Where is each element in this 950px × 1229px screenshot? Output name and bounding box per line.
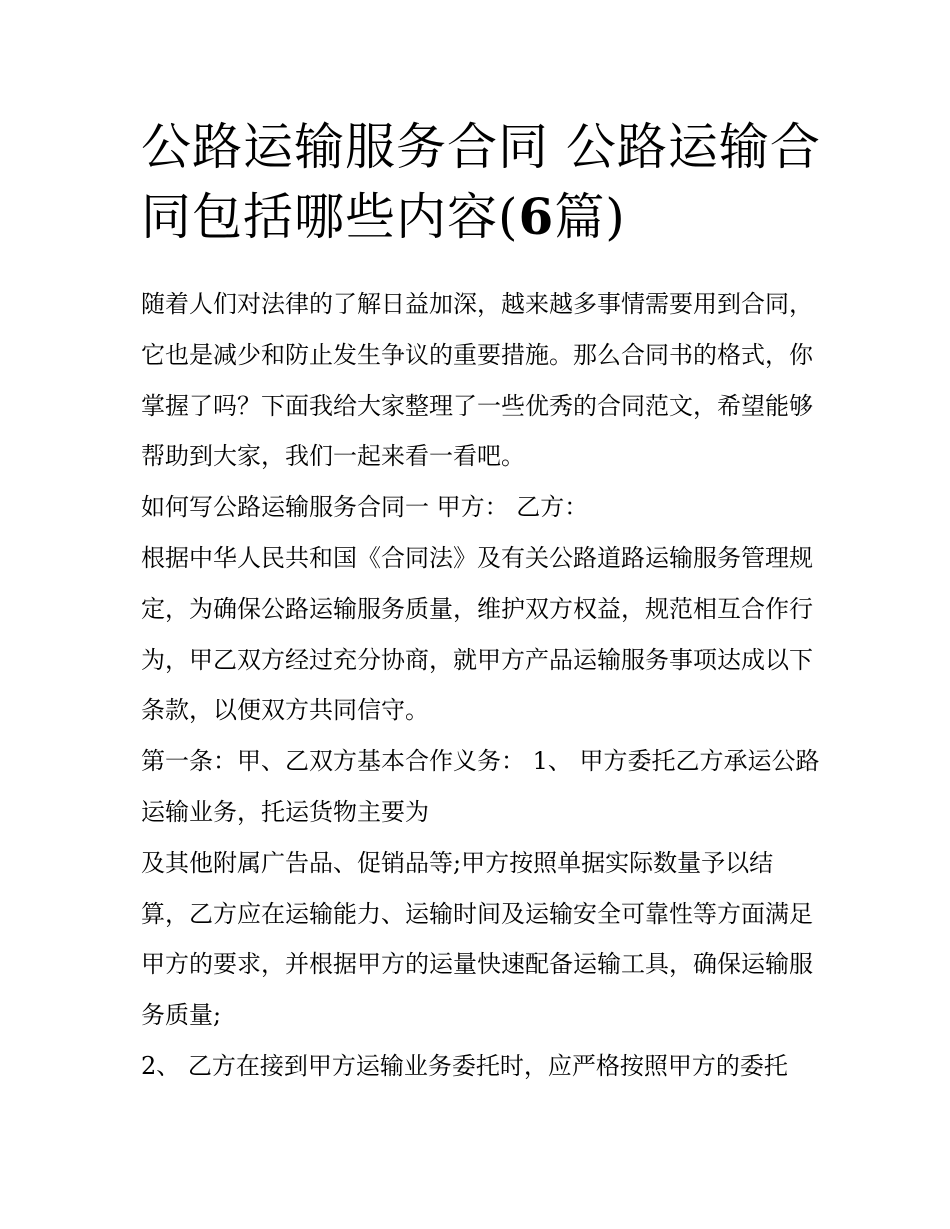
intro-paragraph: 随着人们对法律的了解日益加深，越来越多事情需要用到合同，它也是减少和防止发生争议的重要措施。那么合同书的格式，你掌握了吗？下面我给大家整理了一些优秀的合同范文，希望能够帮助到大家，我们一起来看一看吧。 bbox=[141, 290, 813, 471]
title-count: 6 bbox=[518, 187, 555, 246]
article-one-paragraph: 第一条：甲、乙双方基本合作义务： 1、 甲方委托乙方承运公路运输业务，托运货物主要为 bbox=[141, 747, 820, 826]
clause-two-paragraph: 2、 乙方在接到甲方运输业务委托时，应严格按照甲方的委托 bbox=[141, 1051, 788, 1080]
preamble-paragraph: 根据中华人民共和国《合同法》及有关公路道路运输服务管理规定，为确保公路运输服务质量，维护双方权益，规范相互合作行为，甲乙双方经过充分协商，就甲方产品运输服务事项达成以下条款，以便双方共同信守。 bbox=[141, 543, 813, 725]
title-text-part2: 篇) bbox=[554, 188, 626, 246]
document-body bbox=[141, 279, 821, 1092]
document-title bbox=[141, 112, 821, 252]
article-one-continued-paragraph: 及其他附属广告品、促销品等;甲方按照单据实际数量予以结算，乙方应在运输能力、运输时间及运输安全可靠性等方面满足甲方的要求，并根据甲方的运量快速配备运输工具，确保运输服务质量; bbox=[141, 848, 813, 1030]
title-text-part1: 公路运输服务合同 公路运输合同包括哪些内容( bbox=[141, 118, 821, 246]
contract-heading-paragraph: 如何写公路运输服务合同一 甲方： 乙方： bbox=[141, 493, 589, 522]
